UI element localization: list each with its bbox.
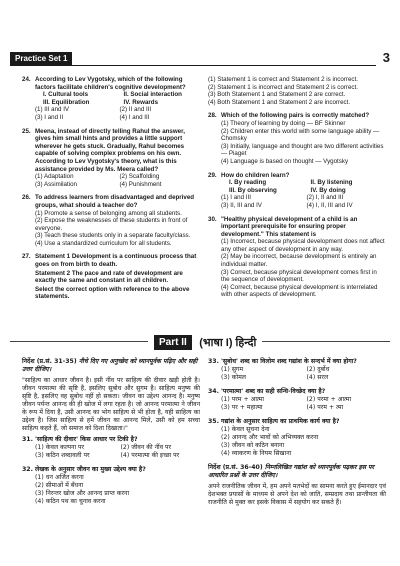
- option: (4) व्याकरण के नियम सिखाना: [221, 450, 292, 457]
- question-number: 27.: [22, 253, 31, 261]
- option: (2) Expose the weaknesses of these students in front of everyone.: [35, 217, 188, 232]
- option-list: [35, 106, 198, 121]
- option: (4) परम + त्मा: [306, 404, 344, 411]
- question-number: 28.: [208, 112, 217, 120]
- question-number: 34.: [208, 388, 219, 395]
- instruction: [208, 464, 386, 480]
- instruction-text: निम्नलिखित गद्यांश को ध्यानपूर्वक पढ़कर इस पर आधारित प्रश्नों के उत्तर दीजिए।: [208, 464, 375, 479]
- question-number: 35.: [208, 418, 219, 425]
- option: (1) Statement 1 is correct and Statement 2 is incorrect.: [208, 76, 358, 83]
- option: (3) कोमल: [221, 374, 246, 381]
- part-badge: Part II: [154, 335, 192, 350]
- statement-list: [35, 91, 198, 106]
- instruction-range: (प्र.सं. 36-40): [222, 464, 263, 471]
- question-26: [22, 194, 198, 247]
- option: (3) निरन्तर खोज और आनन्द प्राप्त करना: [35, 490, 130, 497]
- option: (1) केवल कल्पना पर: [35, 444, 85, 451]
- question-31: [22, 436, 200, 460]
- option: (1) I and III: [221, 194, 251, 202]
- question-number: 30.: [208, 215, 217, 223]
- option: (2) Children enter this world with some language ability — Chomsky: [221, 127, 380, 143]
- statement: III. Equilibration: [43, 98, 90, 106]
- passage: "साहित्य का आधार जीवन है। इसी नींव पर साहित्य की दीवार खड़ी होती है। जीवन परमात्मा की सृष्टि है, इसलिए सुबोध और सुगम है। साहित्य मनुष्य की सृष्टि है, इसलिए वह सुबोध नहीं हो सकता। जीवन का उद्देश्य आनन्द है। मनुष्य जीवन पर्यन्त आनन्द की ही खोज में लगा रहता है। जो आनन्द परमात्मा ने जीवन के रूप में दिया है, उसी आनन्द का भोग साहित्य से भी होता है, यही साहित्य का उद्देश्य है। जिस साहित्य से हमें जीवन का आनन्द मिले, उसी को हम सच्चा साहित्य कहते हैं, जो समाज को दिशा दिखाता।": [22, 377, 200, 432]
- option: (3) Assimilation: [35, 180, 77, 188]
- option: (1) III and IV: [35, 106, 70, 114]
- statement: I. By reading: [229, 179, 267, 187]
- question-28: [208, 112, 386, 165]
- question-35: [208, 418, 386, 458]
- option: (2) दुर्बोध: [306, 366, 330, 373]
- option: (3) Both Statement 1 and Statement 2 are correct.: [208, 91, 346, 99]
- option: (2) II and III: [119, 106, 152, 114]
- option-list: [221, 194, 386, 209]
- option: (1) धन अर्जित करना: [35, 474, 84, 481]
- option-list: [35, 173, 198, 188]
- question-33: [208, 358, 386, 382]
- statement-2: [35, 270, 198, 285]
- option-list: [221, 366, 386, 382]
- question-number: 33.: [208, 358, 219, 365]
- statement-text: Development is a continuous process that goes on from birth to death.: [35, 253, 197, 269]
- statement: II. Social interaction: [123, 91, 182, 99]
- question-text: 'साहित्य की दीवार' किस आधार पर टिकी है?: [35, 436, 138, 443]
- option: (3) II, III and IV: [221, 201, 262, 209]
- option-list: [35, 444, 200, 460]
- option: (2) Scaffolding: [119, 173, 160, 181]
- option: (2) आनन्द और भावों को अभिव्यक्त करना: [221, 434, 319, 441]
- statement-label: Statement 2: [35, 269, 71, 277]
- page-header: [10, 52, 390, 66]
- option: (1) Incorrect, because physical development does not affect any other aspect of development in any way.: [221, 238, 385, 253]
- option: (1) केवल सूचना देना: [221, 426, 270, 433]
- option: (4) सरल: [306, 374, 329, 381]
- page-number: 3: [382, 50, 390, 65]
- option: (2) जीवन की नींव पर: [120, 444, 172, 451]
- statement: IV. Rewards: [123, 98, 159, 106]
- question-number: 24.: [22, 76, 31, 83]
- question-30: [208, 216, 386, 300]
- question-number: 29.: [208, 171, 217, 179]
- question-number: 25.: [22, 127, 31, 135]
- option: (1) परम + आत्मा: [221, 396, 264, 403]
- question-text: To address learners from disadvantaged and deprived groups, what should a teacher do?: [35, 194, 195, 209]
- question-34: [208, 388, 386, 412]
- option: (2) परमा + आत्मा: [306, 396, 352, 403]
- part-ii-heading: [10, 330, 390, 352]
- instruction-label: निर्देश: [208, 464, 221, 471]
- question-number: 26.: [22, 194, 31, 202]
- option: (1) Adaptation: [35, 173, 74, 181]
- statement-text: The pace and rate of development are exactly the same and constant in all children.: [35, 269, 183, 285]
- option: (3) कठिन शब्दावली पर: [35, 452, 90, 459]
- statement-list: [221, 179, 386, 194]
- hindi-left-column: [22, 358, 200, 512]
- right-column: [208, 76, 386, 305]
- header-rule: [10, 65, 376, 66]
- question-text: According to Lev Vygotsky, which of the following factors facilitate children's cognitive development?: [35, 76, 186, 91]
- question-text: Meena, instead of directly telling Rahul the answer, gives him small hints and provides a little support wherever he gets stuck. Gradually, Rahul becomes capable of solving complex problems on his own. According to Lev Vygotsky's theory, what is this assistance provided by Ms. Meera called?: [35, 127, 185, 173]
- statement: II. By listening: [310, 179, 353, 187]
- option: (4) I and III: [119, 113, 150, 121]
- statement-label: Statement 1: [35, 253, 71, 261]
- option: (3) पर + महात्मा: [221, 404, 263, 411]
- question-text: 'परमात्मा' शब्द का सही सन्धि-विच्छेद क्या है?: [221, 388, 326, 395]
- statement-1: [35, 253, 198, 268]
- passage: अपने राजनीतिक जीवन में, हम अपने मतभेदों का सामना करते हुए ईमानदार एवं देशभक्त प्रयासों के माध्यम से अपने देश को जाति, सम्प्रदाय तथा प्रान्तीयता की राजनीति से मुक्त कर इसके विकास में सहयोग कर सकते हैं।: [208, 483, 386, 506]
- question-text: 'सुबोध' शब्द का विलोम शब्द गद्यांश के सन्दर्भ में क्या होगा?: [221, 358, 357, 365]
- option: (3) Correct, because physical development comes first in the sequence of development.: [221, 268, 377, 284]
- option: (4) I, II, III and IV: [306, 201, 353, 209]
- option: (1) Promote a sense of belonging among all students.: [35, 209, 182, 217]
- instruction-text: नीचे दिए गए अनुच्छेद को ध्यानपूर्वक पढ़िए और सही उत्तर दीजिए।: [22, 358, 198, 373]
- question-27: [22, 253, 198, 301]
- instruction-label: निर्देश: [22, 358, 35, 365]
- question-number: 31.: [22, 436, 33, 443]
- hindi-right-column: [208, 358, 386, 510]
- option: (4) Correct, because physical development is interrelated with other aspects of development.: [221, 283, 378, 299]
- option: (1) सुगम: [221, 366, 244, 373]
- question-text: How do children learn?: [221, 171, 290, 179]
- statement: I. Cultural tools: [43, 91, 89, 99]
- part-label-box: [148, 334, 262, 349]
- statement: IV. By doing: [310, 186, 346, 194]
- option: (1) Theory of learning by doing — BF Skinner: [221, 119, 346, 127]
- question-text: लेखक के अनुसार जीवन का मुख्य उद्देश्य क्या है?: [35, 466, 146, 473]
- option: (4) परमात्मा की इच्छा पर: [120, 452, 180, 459]
- statement: III. By observing: [229, 186, 277, 194]
- option: (4) कठिन पथ का चुनाव करना: [35, 498, 106, 505]
- option: (4) Use a standardized curriculum for all students.: [35, 239, 172, 247]
- option: (3) जीवन को कठिन बनाना: [221, 442, 285, 449]
- instruction: [22, 358, 200, 374]
- question-24: [22, 76, 198, 122]
- question-32: [22, 466, 200, 506]
- option: (3) Teach these students only in a separate faculty/class.: [35, 232, 191, 240]
- question-29: [208, 172, 386, 210]
- option: (2) May be incorrect, because development is entirely an individual matter.: [221, 253, 377, 269]
- option-list: [221, 396, 386, 412]
- option: (3) Initially, language and thought are two different activities — Piaget: [221, 142, 384, 158]
- left-column: [22, 76, 198, 307]
- part-title: (भाषा I) हिन्दी: [199, 337, 257, 350]
- option: (2) सीमाओं में बँधना: [35, 482, 84, 489]
- option: (3) I and II: [35, 113, 64, 121]
- option: (2) I, II and III: [306, 194, 344, 202]
- question-instruction: Select the correct option with reference to the above statements.: [35, 285, 190, 301]
- option: (4) Both Statement 1 and Statement 2 are incorrect.: [208, 98, 351, 106]
- practice-set-tab: Practice Set 1: [10, 52, 72, 66]
- instruction-range: (प्र.सं. 31-35): [36, 358, 77, 365]
- option: (2) Statement 1 is incorrect and Statement 2 is correct.: [208, 83, 358, 91]
- option: (4) Language is based on thought — Vygotsky: [221, 157, 349, 165]
- question-number: 32.: [22, 466, 33, 473]
- option: (4) Punishment: [119, 180, 162, 188]
- question-text: "Healthy physical development of a child is an important prerequisite for ensuring proper development." This statement is: [221, 215, 358, 238]
- question-text: गद्यांश के अनुसार साहित्य का प्राथमिक कार्य क्या है?: [221, 418, 340, 425]
- question-25: [22, 128, 198, 189]
- question-text: Which of the following pairs is correctly matched?: [221, 112, 370, 120]
- question-27-options: [208, 76, 386, 106]
